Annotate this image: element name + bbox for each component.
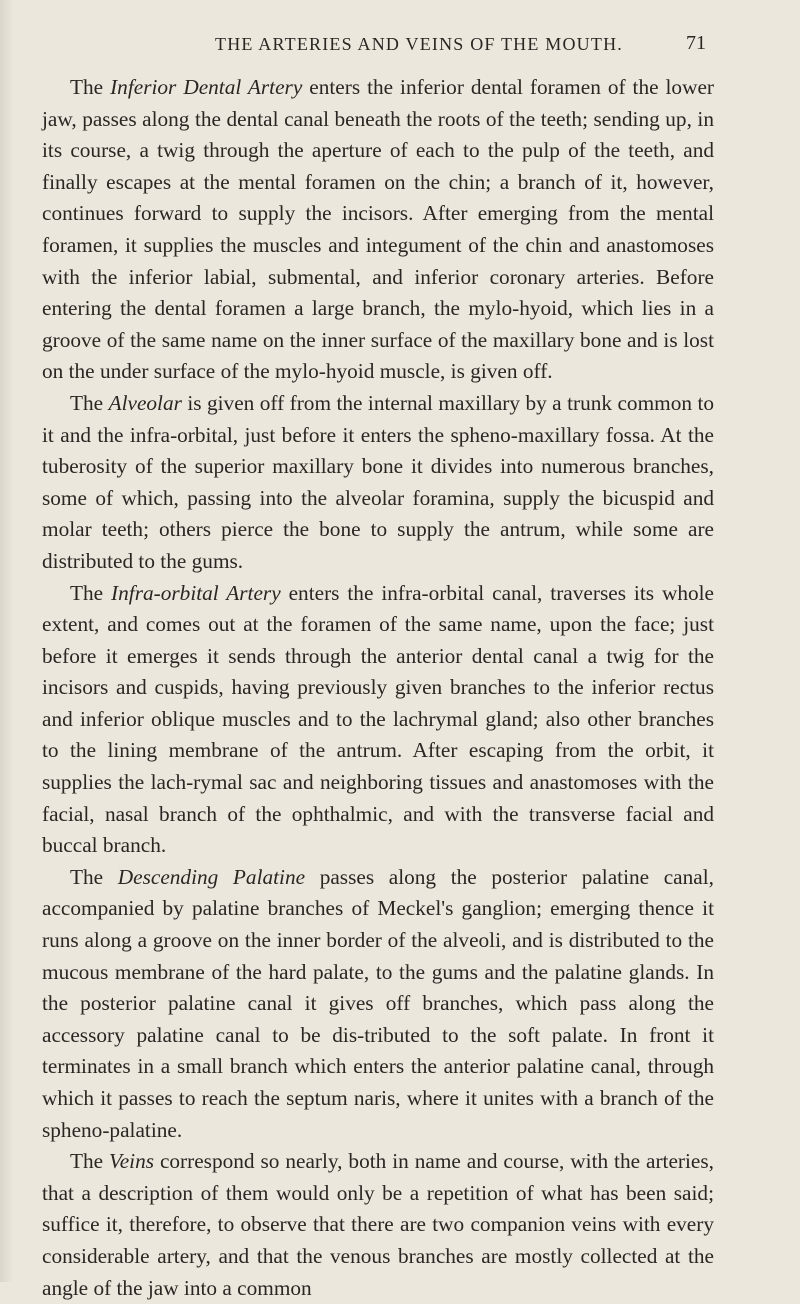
paragraph-inferior-dental-artery <box>42 72 714 388</box>
paragraph-lead: The <box>70 390 109 415</box>
running-title: THE ARTERIES AND VEINS OF THE MOUTH. <box>215 34 623 54</box>
page-number: 71 <box>686 32 706 54</box>
paragraph-lead: The <box>70 75 111 99</box>
paragraph-lead: The <box>70 864 118 889</box>
paragraph-body: enters the infra-orbital canal, traverses its whole extent, and comes out at the foramen of the same name, upon the face; just before it emerges it sends through the anterior dental canal a twig for the incisors and cuspids, having previously given branches to the inferior rectus and inferior oblique muscles and to the lachrymal gland; also other branches to the lining membrane of the antrum. After escaping from the orbit, it supplies the lach-rymal sac and neighboring tissues and anastomoses with the facial, nasal branch of the ophthalmic, and with the transverse facial and buccal branch. <box>42 580 714 858</box>
paragraph-body: is given off from the internal maxillary by a trunk common to it and the infra-orbital, just before it enters the spheno-maxillary fossa. At the tuberosity of the superior maxillary bone it divides into numerous branches, some of which, passing into the alveolar foramina, supply the bicuspid and molar teeth; others pierce the bone to supply the antrum, while some are distributed to the gums. <box>42 390 715 573</box>
paragraph-infra-orbital-artery <box>42 578 714 862</box>
term-inferior-dental-artery: Inferior Dental Artery <box>110 75 303 99</box>
term-infra-orbital-artery: Infra-orbital Artery <box>111 580 281 605</box>
page-edge-shadow <box>0 0 14 1282</box>
term-veins: Veins <box>109 1149 155 1174</box>
paragraph-lead: The <box>70 580 112 605</box>
term-alveolar: Alveolar <box>108 390 182 415</box>
paragraph-lead: The <box>70 1149 110 1174</box>
paragraph-alveolar <box>42 388 714 578</box>
paragraph-descending-palatine <box>42 862 714 1146</box>
paragraph-body: correspond so nearly, both in name and course, with the arteries, that a description of them would only be a repetition of what has been said; suffice it, therefore, to observe that there are two companion veins with every considerable artery, and that the venous branches are mostly collected at the angle of the jaw into a common <box>42 1149 714 1300</box>
paragraph-body: enters the inferior dental foramen of the lower jaw, passes along the dental canal beneath the roots of the teeth; sending up, in its course, a twig through the aperture of each to the pulp of the teeth, and finally escapes at the mental foramen on the chin; a branch of it, however, continues forward to supply the incisors. After emerging from the mental foramen, it supplies the muscles and integument of the chin and anastomoses with the inferior labial, submental, and inferior coronary arteries. Before entering the dental foramen a large branch, the mylo-hyoid, which lies in a groove of the same name on the inner surface of the maxillary bone and is lost on the under surface of the mylo-hyoid muscle, is given off. <box>42 75 715 384</box>
paragraph-veins <box>42 1146 714 1304</box>
body-text <box>42 72 714 1304</box>
term-descending-palatine: Descending Palatine <box>117 864 306 889</box>
paragraph-body: passes along the posterior palatine canal, accompanied by palatine branches of Meckel's ganglion; emerging thence it runs along a groove on the inner border of the alveoli, and is distributed to the mucous membrane of the hard palate, to the gums and the palatine glands. In the posterior palatine canal it gives off branches, which pass along the accessory palatine canal to be dis-tributed to the soft palate. In front it terminates in a small branch which enters the anterior palatine canal, through which it passes to reach the septum naris, where it unites with a branch of the spheno-palatine. <box>42 864 714 1142</box>
